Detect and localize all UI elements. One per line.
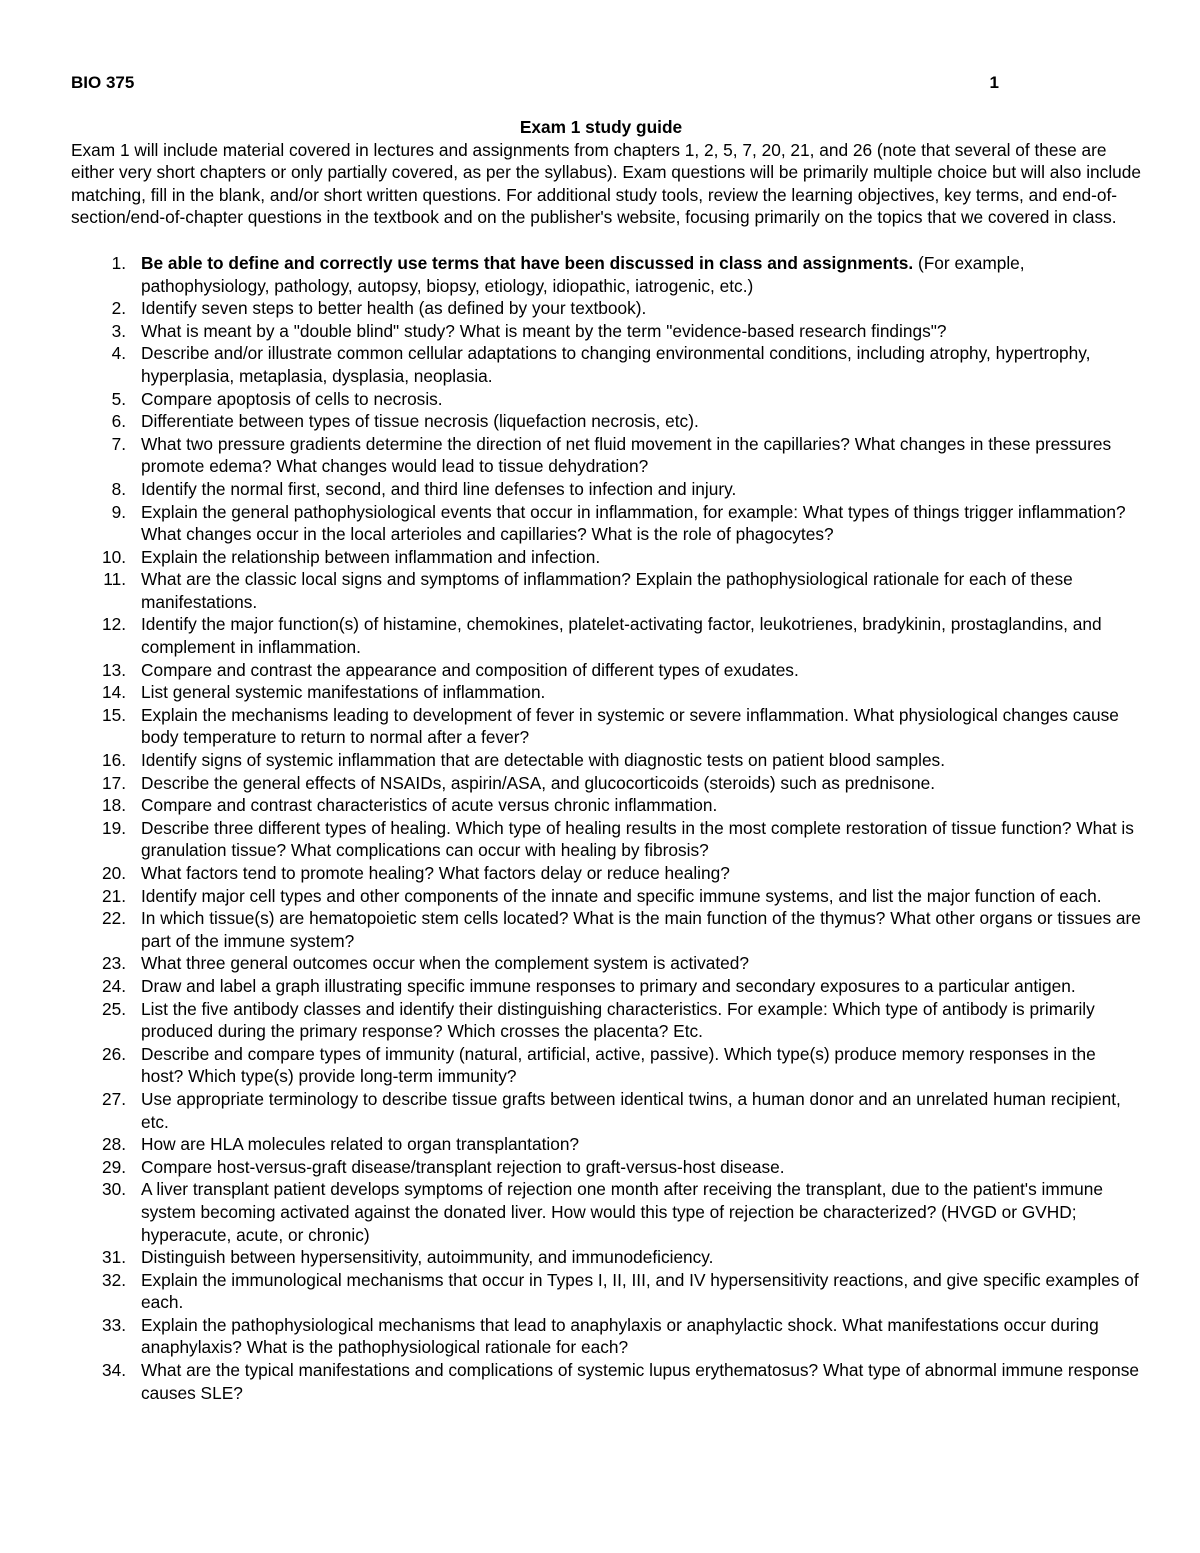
study-question [71, 817, 1141, 862]
question-number: 15. [101, 704, 126, 725]
question-text: Identify major cell types and other components of the innate and specific immune systems, and list the major function of each. [141, 885, 1102, 906]
question-text: (For example, pathophysiology, pathology, autopsy, biopsy, etiology, idiopathic, iatrogenic, etc.) [141, 252, 1025, 296]
study-question [71, 862, 1141, 885]
study-question [71, 388, 1141, 411]
question-text: Explain the relationship between inflammation and infection. [141, 546, 601, 567]
question-text: List general systemic manifestations of inflammation. [141, 682, 546, 703]
question-number: 7. [111, 433, 126, 454]
question-number: 10. [101, 546, 126, 567]
question-text: Compare host-versus-graft disease/transplant rejection to graft-versus-host disease. [141, 1156, 785, 1177]
question-number: 22. [101, 908, 126, 929]
question-number: 28. [101, 1134, 126, 1155]
question-number: 21. [101, 885, 126, 906]
study-question [71, 772, 1141, 795]
study-question [71, 320, 1141, 343]
question-text: Explain the mechanisms leading to development of fever in systemic or severe inflammation. What physiological changes cause body temperature to return to normal after a fever? [141, 704, 1119, 748]
study-question [71, 681, 1141, 704]
study-question [71, 433, 1141, 478]
question-text: What three general outcomes occur when the complement system is activated? [141, 953, 750, 974]
study-question [71, 297, 1141, 320]
course-code: BIO 375 [71, 73, 135, 92]
question-number: 1. [111, 252, 126, 273]
question-number: 31. [101, 1247, 126, 1268]
question-number: 26. [101, 1043, 126, 1064]
question-text: What is meant by a "double blind" study? What is meant by the term "evidence-based research findings"? [141, 320, 947, 341]
document-body [71, 116, 1141, 1404]
study-question [71, 1088, 1141, 1133]
study-question [71, 1156, 1141, 1179]
question-number: 2. [111, 298, 126, 319]
study-question [71, 1269, 1141, 1314]
question-number: 17. [101, 772, 126, 793]
question-text: Identify the normal first, second, and third line defenses to infection and injury. [141, 478, 737, 499]
study-question [71, 252, 1141, 297]
question-number: 24. [101, 975, 126, 996]
study-question [71, 1043, 1141, 1088]
question-number: 27. [101, 1088, 126, 1109]
question-number: 34. [101, 1360, 126, 1381]
study-question [71, 410, 1141, 433]
study-question [71, 342, 1141, 387]
question-number: 9. [111, 501, 126, 522]
study-question [71, 885, 1141, 908]
question-number: 5. [111, 388, 126, 409]
study-question [71, 546, 1141, 569]
question-number: 12. [101, 614, 126, 635]
question-text: Identify the major function(s) of histamine, chemokines, platelet-activating factor, leukotrienes, bradykinin, prostaglandins, and complement in inflammation. [141, 614, 1102, 658]
question-text: Distinguish between hypersensitivity, autoimmunity, and immunodeficiency. [141, 1247, 714, 1268]
question-number: 3. [111, 320, 126, 341]
study-question [71, 1133, 1141, 1156]
study-question [71, 998, 1141, 1043]
question-number: 4. [111, 343, 126, 364]
question-number: 14. [101, 682, 126, 703]
study-question [71, 1178, 1141, 1246]
question-text: Explain the pathophysiological mechanisms that lead to anaphylaxis or anaphylactic shock. What manifestations occur during anaphylaxis? What is the pathophysiological rationale for each? [141, 1314, 1099, 1358]
study-question-list [71, 252, 1141, 1404]
study-question [71, 659, 1141, 682]
question-number: 6. [111, 411, 126, 432]
question-text: In which tissue(s) are hematopoietic stem cells located? What is the main function of the thymus? What other organs or tissues are part of the immune system? [141, 908, 1141, 951]
question-text: Compare and contrast characteristics of acute versus chronic inflammation. [141, 795, 718, 816]
question-number: 25. [101, 998, 126, 1019]
question-text: List the five antibody classes and identify their distinguishing characteristics. For example: Which type of antibody is primarily produced during the primary response? Which crosses the placenta? Etc. [141, 998, 1095, 1042]
question-text: Describe the general effects of NSAIDs, aspirin/ASA, and glucocorticoids (steroids) such as prednisone. [141, 772, 936, 793]
question-number: 11. [103, 569, 126, 590]
study-question [71, 1246, 1141, 1269]
question-number: 19. [101, 817, 126, 838]
question-text: Differentiate between types of tissue necrosis (liquefaction necrosis, etc). [141, 411, 699, 432]
question-number: 29. [101, 1156, 126, 1177]
question-text: Compare apoptosis of cells to necrosis. [141, 388, 443, 409]
study-question [71, 1314, 1141, 1359]
study-question [71, 478, 1141, 501]
question-text: A liver transplant patient develops symptoms of rejection one month after receiving the transplant, due to the patient's immune system becoming activated against the donated liver. How would this type of rejection be characterized? (HVGD or GVHD; hyperacute, acute, or chronic) [141, 1179, 1103, 1245]
study-question [71, 704, 1141, 749]
question-text: How are HLA molecules related to organ transplantation? [141, 1134, 580, 1155]
study-question [71, 794, 1141, 817]
page-number: 1 [989, 73, 999, 92]
question-bold-text: Be able to define and correctly use terms that have been discussed in class and assignments. [141, 252, 914, 273]
question-number: 16. [101, 750, 126, 771]
question-text: What are the typical manifestations and complications of systemic lupus erythematosus? What type of abnormal immune response causes SLE? [141, 1360, 1139, 1403]
question-text: Describe and/or illustrate common cellular adaptations to changing environmental conditions, including atrophy, hypertrophy, hyperplasia, metaplasia, dysplasia, neoplasia. [141, 343, 1091, 386]
question-number: 18. [101, 795, 126, 816]
question-number: 32. [101, 1269, 126, 1290]
question-text: Draw and label a graph illustrating specific immune responses to primary and secondary exposures to a particular antigen. [141, 975, 1076, 996]
question-number: 33. [101, 1314, 126, 1335]
study-question [71, 907, 1141, 952]
question-number: 23. [101, 953, 126, 974]
question-text: Identify signs of systemic inflammation that are detectable with diagnostic tests on patient blood samples. [141, 750, 945, 771]
study-question [71, 952, 1141, 975]
question-text: What factors tend to promote healing? What factors delay or reduce healing? [141, 863, 730, 883]
question-text: Identify seven steps to better health (as defined by your textbook). [141, 298, 647, 319]
study-question [71, 1359, 1141, 1404]
study-question [71, 975, 1141, 998]
question-text: Explain the immunological mechanisms that occur in Types I, II, III, and IV hypersensitivity reactions, and give specific examples of each. [141, 1269, 1139, 1313]
question-number: 30. [101, 1179, 126, 1200]
question-text: Use appropriate terminology to describe tissue grafts between identical twins, a human donor and an unrelated human recipient, etc. [141, 1088, 1121, 1132]
question-text: Describe and compare types of immunity (natural, artificial, active, passive). Which type(s) produce memory responses in the host? Which type(s) provide long-term immunity? [141, 1043, 1096, 1087]
question-text: Compare and contrast the appearance and composition of different types of exudates. [141, 659, 799, 680]
question-text: What are the classic local signs and symptoms of inflammation? Explain the pathophysiological rationale for each of these manifestations. [141, 569, 1073, 612]
question-number: 8. [111, 478, 126, 499]
document-title: Exam 1 study guide [519, 117, 683, 137]
study-question [71, 749, 1141, 772]
question-text: Explain the general pathophysiological events that occur in inflammation, for example: What types of things trigger inflammation? What changes occur in the local arterioles and capillaries? What is the role of phagocytes? [141, 501, 1126, 545]
question-text: Describe three different types of healing. Which type of healing results in the most complete restoration of tissue function? What is granulation tissue? What complications can occur with healing by fibrosis? [141, 817, 1134, 861]
question-number: 20. [101, 863, 126, 883]
question-number: 13. [101, 659, 126, 680]
study-question [71, 501, 1141, 546]
intro-paragraph: Exam 1 will include material covered in lectures and assignments from chapters 1, 2, 5, 7, 20, 21, and 26 (note that several of these are either very short chapters or only partially covered, as per the syllabus). Exam questions will be primarily multiple choice but will also include matching, fill in the blank, and/or short written questions. For additional study tools, review the learning objectives, key terms, and end-of-section/end-of-chapter questions in the textbook and on the publisher's website, focusing primarily on the topics that we covered in class. [71, 139, 1141, 228]
study-question [71, 568, 1141, 613]
study-question [71, 613, 1141, 658]
question-text: What two pressure gradients determine the direction of net fluid movement in the capillaries? What changes in these pressures promote edema? What changes would lead to tissue dehydration? [141, 433, 1112, 477]
